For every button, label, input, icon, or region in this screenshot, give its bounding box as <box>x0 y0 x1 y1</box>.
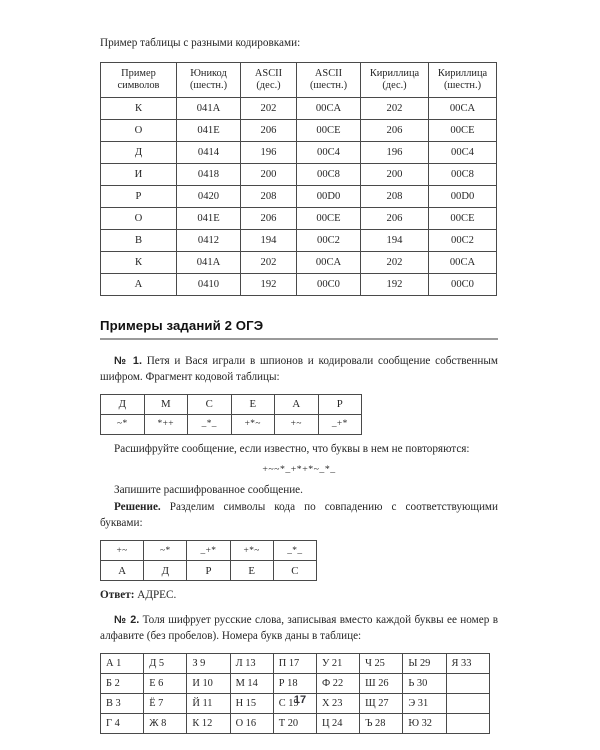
table-cell: 0414 <box>177 141 241 163</box>
table-cell: 041E <box>177 119 241 141</box>
alphabet-cell: А 1 <box>101 653 144 673</box>
table-cell: 0412 <box>177 229 241 251</box>
page-number: 17 <box>293 694 307 706</box>
solution-code-cell: +~ <box>101 541 144 561</box>
table-cell: 206 <box>241 207 297 229</box>
table-cell: 208 <box>361 185 429 207</box>
solution-code-cell: _*_ <box>273 541 316 561</box>
table-cell: 202 <box>361 97 429 119</box>
encoded-message: +~~*_+*+*~_*_ <box>262 463 336 475</box>
task-1-block <box>100 354 498 604</box>
cipher-letters-row <box>101 394 362 414</box>
table-row <box>101 97 497 119</box>
table-cell: 00C4 <box>297 141 361 163</box>
alphabet-cell: Ф 22 <box>316 673 359 693</box>
table-cell: К <box>101 251 177 273</box>
table-cell: 00D0 <box>429 185 497 207</box>
alphabet-cell: Л 13 <box>230 653 273 673</box>
table-cell: 206 <box>241 119 297 141</box>
alphabet-cell <box>446 673 489 693</box>
alphabet-cell: Ж 8 <box>144 713 187 733</box>
table-cell: 00CA <box>429 251 497 273</box>
header-line-2: (шестн.) <box>309 79 348 91</box>
task-2-statement <box>100 613 498 645</box>
solution-text: Разделим символы кода по совпадению с соответствующими буквами: <box>100 501 498 530</box>
table-cell: Р <box>101 185 177 207</box>
column-header-ascii-hex <box>297 62 361 97</box>
cipher-letter-cell: Д <box>101 394 145 414</box>
alphabet-cell: Д 5 <box>144 653 187 673</box>
table-cell: 196 <box>241 141 297 163</box>
encodings-table <box>100 62 497 296</box>
solution-letter-cell: Р <box>187 561 230 581</box>
header-line-1: Кириллица <box>369 67 420 79</box>
alphabet-cell: Р 18 <box>273 673 316 693</box>
cipher-letter-cell: Е <box>231 394 275 414</box>
table-cell: 00C0 <box>297 273 361 295</box>
solution-label: Решение. <box>114 501 161 514</box>
table-cell: 206 <box>361 207 429 229</box>
table-cell: 00C8 <box>297 163 361 185</box>
table-cell: 00CE <box>297 207 361 229</box>
table-cell: 00C8 <box>429 163 497 185</box>
header-line-1: Пример <box>121 67 156 79</box>
alphabet-cell: С 19 <box>273 693 316 713</box>
table-cell: 00CE <box>429 207 497 229</box>
table-row <box>101 653 490 673</box>
alphabet-cell: Ц 24 <box>316 713 359 733</box>
column-header-cyrillic-dec <box>361 62 429 97</box>
solution-letter-cell: Е <box>230 561 273 581</box>
header-line-1: Юникод <box>190 67 227 79</box>
cipher-code-cell: *++ <box>144 414 188 434</box>
cipher-code-cell: _*_ <box>188 414 232 434</box>
table-cell: 200 <box>361 163 429 185</box>
table-cell: И <box>101 163 177 185</box>
cipher-letter-cell: С <box>188 394 232 414</box>
table-row <box>101 229 497 251</box>
cipher-fragment-table <box>100 394 362 435</box>
alphabet-cell: Ш 26 <box>360 673 403 693</box>
table-cell: 194 <box>361 229 429 251</box>
alphabet-cell: Ь 30 <box>403 673 446 693</box>
section-divider <box>100 338 498 340</box>
solution-code-cell: +*~ <box>230 541 273 561</box>
cipher-letter-cell: М <box>144 394 188 414</box>
alphabet-cell: Т 20 <box>273 713 316 733</box>
table-row <box>101 251 497 273</box>
solution-letter-cell: Д <box>144 561 187 581</box>
cipher-code-cell: +*~ <box>231 414 275 434</box>
task-1-solution <box>100 500 498 532</box>
alphabet-cell: Ы 29 <box>403 653 446 673</box>
alphabet-cell: Ъ 28 <box>360 713 403 733</box>
table-cell: 202 <box>361 251 429 273</box>
solution-letters-row <box>101 561 317 581</box>
table-row <box>101 673 490 693</box>
header-line-1: ASCII <box>254 67 283 79</box>
task-1-instruction: Запишите расшифрованное сообщение. <box>114 483 303 496</box>
table-cell: 00C2 <box>297 229 361 251</box>
table-row <box>101 163 497 185</box>
intro-paragraph: Пример таблицы с разными кодировками: <box>100 37 301 49</box>
cipher-code-cell: ~* <box>101 414 145 434</box>
cipher-codes-row <box>101 414 362 434</box>
solution-code-cell: _+* <box>187 541 230 561</box>
task-1-number: № 1. <box>114 354 142 367</box>
alphabet-cell: Ю 32 <box>403 713 446 733</box>
table-cell: 0418 <box>177 163 241 185</box>
table-cell: А <box>101 273 177 295</box>
table-cell: 202 <box>241 97 297 119</box>
cipher-letter-cell: А <box>275 394 319 414</box>
solution-code-cell: ~* <box>144 541 187 561</box>
table-cell: 192 <box>361 273 429 295</box>
cipher-code-cell: _+* <box>318 414 362 434</box>
alphabet-cell: Й 11 <box>187 693 230 713</box>
table-row <box>101 185 497 207</box>
solution-codes-row <box>101 541 317 561</box>
alphabet-cell <box>446 713 489 733</box>
table-cell: О <box>101 119 177 141</box>
table-cell: 194 <box>241 229 297 251</box>
column-header-sample <box>101 62 177 97</box>
table-row <box>101 207 497 229</box>
alphabet-cell: У 21 <box>316 653 359 673</box>
column-header-cyrillic-hex <box>429 62 497 97</box>
solution-letter-cell: А <box>101 561 144 581</box>
solution-mapping-table <box>100 540 317 581</box>
table-cell: 206 <box>361 119 429 141</box>
header-line-1: Кириллица <box>437 67 488 79</box>
alphabet-cell: Э 31 <box>403 693 446 713</box>
answer-value: АДРЕС. <box>137 589 177 602</box>
alphabet-cell: Ч 25 <box>360 653 403 673</box>
encodings-table-body <box>101 97 497 295</box>
table-cell: Д <box>101 141 177 163</box>
alphabet-cell: Г 4 <box>101 713 144 733</box>
table-cell: 196 <box>361 141 429 163</box>
table-cell: 00C0 <box>429 273 497 295</box>
table-cell: 192 <box>241 273 297 295</box>
table-row <box>101 273 497 295</box>
table-cell: 0420 <box>177 185 241 207</box>
task-1-answer <box>100 588 498 604</box>
table-cell: О <box>101 207 177 229</box>
task-2-block <box>100 613 498 734</box>
alphabet-cell: Ё 7 <box>144 693 187 713</box>
table-cell: 00CE <box>297 119 361 141</box>
task-2-statement-text: Толя шифрует русские слова, записывая вместо каждой буквы ее номер в алфавите (без пробелов). Номера букв даны в таблице: <box>100 614 498 643</box>
table-cell: 041A <box>177 251 241 273</box>
table-row <box>101 713 490 733</box>
alphabet-cell: Н 15 <box>230 693 273 713</box>
table-cell: 00CA <box>297 251 361 273</box>
alphabet-cell: Щ 27 <box>360 693 403 713</box>
header-line-2: (дес.) <box>382 79 407 91</box>
task-1-statement-text: Петя и Вася играли в шпионов и кодировали сообщение собственным шифром. Фрагмент кодовой таблицы: <box>100 354 499 383</box>
table-cell: 00CA <box>297 97 361 119</box>
task-2-number: № 2. <box>114 614 140 627</box>
answer-label: Ответ: <box>100 589 135 602</box>
alphabet-cell: В 3 <box>101 693 144 713</box>
table-header-row <box>101 62 497 97</box>
alphabet-cell: Б 2 <box>101 673 144 693</box>
alphabet-cell: З 9 <box>187 653 230 673</box>
header-line-1: ASCII <box>314 67 343 79</box>
table-cell: 202 <box>241 251 297 273</box>
task-1-question: Расшифруйте сообщение, если известно, что буквы в нем не повторяются: <box>114 442 470 455</box>
table-cell: 00C4 <box>429 141 497 163</box>
table-cell: К <box>101 97 177 119</box>
page-content <box>100 36 498 734</box>
table-cell: 200 <box>241 163 297 185</box>
section-heading: Примеры заданий 2 ОГЭ <box>100 317 264 333</box>
table-cell: 00C2 <box>429 229 497 251</box>
table-cell: 00CA <box>429 97 497 119</box>
cipher-code-cell: +~ <box>275 414 319 434</box>
table-row <box>101 119 497 141</box>
alphabet-cell: П 17 <box>273 653 316 673</box>
table-cell: В <box>101 229 177 251</box>
table-cell: 208 <box>241 185 297 207</box>
header-line-2: (шестн.) <box>443 79 482 91</box>
alphabet-cell: Я 33 <box>446 653 489 673</box>
table-cell: 041E <box>177 207 241 229</box>
encodings-table-head <box>101 62 497 97</box>
cipher-letter-cell: Р <box>318 394 362 414</box>
alphabet-cell: О 16 <box>230 713 273 733</box>
solution-letter-cell: С <box>273 561 316 581</box>
column-header-unicode <box>177 62 241 97</box>
column-header-ascii-dec <box>241 62 297 97</box>
header-line-2: (шестн.) <box>189 79 228 91</box>
alphabet-cell: К 12 <box>187 713 230 733</box>
header-line-2: символов <box>117 79 160 91</box>
task-1-statement <box>100 354 498 386</box>
alphabet-cell: Е 6 <box>144 673 187 693</box>
table-row <box>101 141 497 163</box>
header-line-2: (дес.) <box>256 79 281 91</box>
table-cell: 0410 <box>177 273 241 295</box>
alphabet-cell: И 10 <box>187 673 230 693</box>
table-cell: 00D0 <box>297 185 361 207</box>
alphabet-cell: Х 23 <box>316 693 359 713</box>
alphabet-cell: М 14 <box>230 673 273 693</box>
table-cell: 00CE <box>429 119 497 141</box>
table-cell: 041A <box>177 97 241 119</box>
